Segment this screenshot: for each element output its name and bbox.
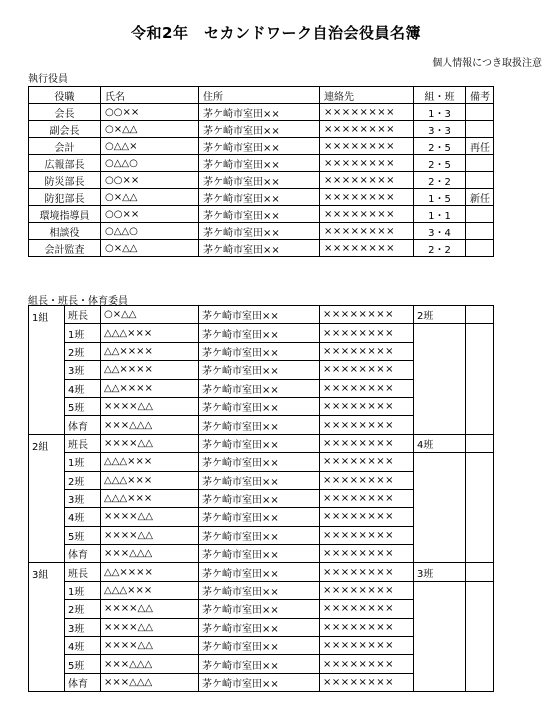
member-extra-merged (466, 453, 494, 563)
officer-group: 2・2 (414, 240, 466, 257)
officer-row (29, 206, 494, 223)
groups-section-label: 組長・班長・体育委員 (28, 296, 128, 307)
member-address: 茅ケ崎市室田×× (199, 655, 320, 673)
officer-contact: ×××××××× (320, 104, 414, 121)
member-name: △△△××× (101, 453, 199, 471)
privacy-note: 個人情報につき取扱注意 (432, 58, 542, 69)
member-address: 茅ケ崎市室田×× (199, 361, 320, 379)
member-address: 茅ケ崎市室田×× (199, 453, 320, 471)
officer-contact: ×××××××× (320, 240, 414, 257)
officer-role: 防災部長 (29, 172, 101, 189)
officer-note (466, 121, 494, 138)
member-name: ××××△△ (101, 508, 199, 526)
officer-group: 3・3 (414, 121, 466, 138)
member-name: ×××△△△ (101, 545, 199, 563)
officer-address: 茅ケ崎市室田×× (199, 121, 320, 138)
officer-address: 茅ケ崎市室田×× (199, 172, 320, 189)
officer-note: 新任 (466, 189, 494, 206)
group-label: 2組 (29, 434, 65, 563)
officer-group: 1・5 (414, 189, 466, 206)
member-unit: 4班 (414, 434, 466, 452)
member-contact: ×××××××× (320, 471, 414, 489)
officer-note (466, 155, 494, 172)
member-address: 茅ケ崎市室田×× (199, 545, 320, 563)
officer-address: 茅ケ崎市室田×× (199, 223, 320, 240)
member-contact: ×××××××× (320, 324, 414, 342)
member-unit-merged (414, 324, 466, 434)
member-contact: ×××××××× (320, 655, 414, 673)
officer-group: 2・5 (414, 155, 466, 172)
member-role: 5班 (65, 397, 101, 415)
member-address: 茅ケ崎市室田×× (199, 306, 320, 324)
officer-row (29, 223, 494, 240)
member-contact: ×××××××× (320, 508, 414, 526)
member-address: 茅ケ崎市室田×× (199, 563, 320, 581)
officer-row (29, 138, 494, 155)
header-name: 氏名 (101, 87, 199, 104)
officer-group: 2・2 (414, 172, 466, 189)
member-address: 茅ケ崎市室田×× (199, 489, 320, 507)
officer-address: 茅ケ崎市室田×× (199, 189, 320, 206)
officer-address: 茅ケ崎市室田×× (199, 138, 320, 155)
member-role: 3班 (65, 618, 101, 636)
member-address: 茅ケ崎市室田×× (199, 637, 320, 655)
member-contact: ×××××××× (320, 416, 414, 434)
member-unit-merged (414, 581, 466, 691)
officer-note (466, 104, 494, 121)
officer-name: ○△△○ (101, 155, 199, 172)
officer-address: 茅ケ崎市室田×× (199, 104, 320, 121)
officer-note (466, 206, 494, 223)
member-role: 4班 (65, 508, 101, 526)
officer-name: ○×△△ (101, 240, 199, 257)
member-name: ××××△△ (101, 434, 199, 452)
group-member-row (29, 581, 494, 599)
member-name: ×××△△△ (101, 416, 199, 434)
member-address: 茅ケ崎市室田×× (199, 600, 320, 618)
member-name: △△△××× (101, 489, 199, 507)
member-address: 茅ケ崎市室田×× (199, 324, 320, 342)
officer-name: ○○×× (101, 104, 199, 121)
member-address: 茅ケ崎市室田×× (199, 581, 320, 599)
member-contact: ×××××××× (320, 379, 414, 397)
member-address: 茅ケ崎市室田×× (199, 416, 320, 434)
header-contact: 連絡先 (320, 87, 414, 104)
member-name: ×××△△△ (101, 655, 199, 673)
officer-note: 再任 (466, 138, 494, 155)
member-name: △△△××× (101, 471, 199, 489)
groups-table (28, 305, 494, 692)
header-role: 役職 (29, 87, 101, 104)
group-label: 3組 (29, 563, 65, 692)
member-role: 4班 (65, 637, 101, 655)
member-contact: ×××××××× (320, 563, 414, 581)
member-address: 茅ケ崎市室田×× (199, 379, 320, 397)
member-role: 2班 (65, 471, 101, 489)
member-contact: ×××××××× (320, 526, 414, 544)
member-extra (466, 306, 494, 324)
member-name: △△×××× (101, 379, 199, 397)
officer-name: ○×△△ (101, 121, 199, 138)
member-name: △△△××× (101, 581, 199, 599)
officer-row (29, 121, 494, 138)
member-name: ××××△△ (101, 526, 199, 544)
member-unit: 3班 (414, 563, 466, 581)
group-member-row (29, 324, 494, 342)
member-role: 班長 (65, 563, 101, 581)
member-role: 3班 (65, 489, 101, 507)
member-role: 体育 (65, 416, 101, 434)
header-address: 住所 (199, 87, 320, 104)
officer-contact: ×××××××× (320, 206, 414, 223)
member-name: △△△××× (101, 324, 199, 342)
member-name: △△×××× (101, 342, 199, 360)
member-name: ××××△△ (101, 397, 199, 415)
member-extra-merged (466, 324, 494, 434)
member-role: 4班 (65, 379, 101, 397)
member-address: 茅ケ崎市室田×× (199, 526, 320, 544)
officer-name: ○△△× (101, 138, 199, 155)
member-address: 茅ケ崎市室田×× (199, 618, 320, 636)
officer-row (29, 104, 494, 121)
member-address: 茅ケ崎市室田×× (199, 434, 320, 452)
officer-contact: ×××××××× (320, 121, 414, 138)
member-role: 2班 (65, 600, 101, 618)
officer-row (29, 172, 494, 189)
member-role: 2班 (65, 342, 101, 360)
officer-group: 3・4 (414, 223, 466, 240)
officer-note (466, 223, 494, 240)
member-name: ××××△△ (101, 600, 199, 618)
header-group: 組・班 (414, 87, 466, 104)
member-contact: ×××××××× (320, 361, 414, 379)
member-address: 茅ケ崎市室田×× (199, 508, 320, 526)
officer-contact: ×××××××× (320, 189, 414, 206)
member-unit: 2班 (414, 306, 466, 324)
member-contact: ×××××××× (320, 618, 414, 636)
member-address: 茅ケ崎市室田×× (199, 673, 320, 691)
officer-role: 防犯部長 (29, 189, 101, 206)
officer-contact: ×××××××× (320, 223, 414, 240)
officer-group: 1・1 (414, 206, 466, 223)
member-extra (466, 563, 494, 581)
officer-name: ○○×× (101, 172, 199, 189)
member-extra (466, 434, 494, 452)
officer-row (29, 155, 494, 172)
member-role: 1班 (65, 453, 101, 471)
header-note: 備考 (466, 87, 494, 104)
officer-name: ○△△○ (101, 223, 199, 240)
group-member-row (29, 453, 494, 471)
officers-header-row (29, 87, 494, 104)
member-contact: ×××××××× (320, 306, 414, 324)
member-contact: ×××××××× (320, 397, 414, 415)
member-role: 1班 (65, 581, 101, 599)
member-contact: ×××××××× (320, 434, 414, 452)
member-name: ○×△△ (101, 306, 199, 324)
member-role: 3班 (65, 361, 101, 379)
group-member-row (29, 306, 494, 324)
officer-contact: ×××××××× (320, 155, 414, 172)
officer-name: ○×△△ (101, 189, 199, 206)
officers-section-label: 執行役員 (28, 74, 68, 85)
officer-row (29, 189, 494, 206)
member-contact: ×××××××× (320, 581, 414, 599)
officer-address: 茅ケ崎市室田×× (199, 240, 320, 257)
officer-address: 茅ケ崎市室田×× (199, 206, 320, 223)
officer-role: 会計監査 (29, 240, 101, 257)
group-member-row (29, 563, 494, 581)
member-contact: ×××××××× (320, 600, 414, 618)
member-role: 班長 (65, 434, 101, 452)
officer-address: 茅ケ崎市室田×× (199, 155, 320, 172)
officer-role: 広報部長 (29, 155, 101, 172)
page-title: 令和2年 セカンドワーク自治会役員名簿 (131, 24, 421, 42)
member-address: 茅ケ崎市室田×× (199, 397, 320, 415)
member-contact: ×××××××× (320, 342, 414, 360)
member-contact: ×××××××× (320, 545, 414, 563)
officer-group: 2・5 (414, 138, 466, 155)
member-role: 班長 (65, 306, 101, 324)
member-role: 体育 (65, 545, 101, 563)
group-member-row (29, 434, 494, 452)
member-contact: ×××××××× (320, 489, 414, 507)
officer-role: 環境指導員 (29, 206, 101, 223)
member-extra-merged (466, 581, 494, 691)
member-contact: ×××××××× (320, 673, 414, 691)
group-label: 1組 (29, 306, 65, 435)
officer-role: 会計 (29, 138, 101, 155)
officer-note (466, 172, 494, 189)
member-unit-merged (414, 453, 466, 563)
member-name: △△×××× (101, 563, 199, 581)
officers-table (28, 86, 494, 257)
member-name: △△×××× (101, 361, 199, 379)
member-name: ××××△△ (101, 637, 199, 655)
officer-note (466, 240, 494, 257)
member-role: 1班 (65, 324, 101, 342)
member-role: 5班 (65, 526, 101, 544)
member-role: 5班 (65, 655, 101, 673)
officer-role: 副会長 (29, 121, 101, 138)
officer-row (29, 240, 494, 257)
member-name: ×××△△△ (101, 673, 199, 691)
officer-contact: ×××××××× (320, 138, 414, 155)
officer-contact: ×××××××× (320, 172, 414, 189)
officer-role: 会長 (29, 104, 101, 121)
officer-group: 1・3 (414, 104, 466, 121)
officer-name: ○○×× (101, 206, 199, 223)
member-contact: ×××××××× (320, 453, 414, 471)
member-name: ××××△△ (101, 618, 199, 636)
member-address: 茅ケ崎市室田×× (199, 342, 320, 360)
officer-role: 相談役 (29, 223, 101, 240)
member-role: 体育 (65, 673, 101, 691)
member-address: 茅ケ崎市室田×× (199, 471, 320, 489)
member-contact: ×××××××× (320, 637, 414, 655)
